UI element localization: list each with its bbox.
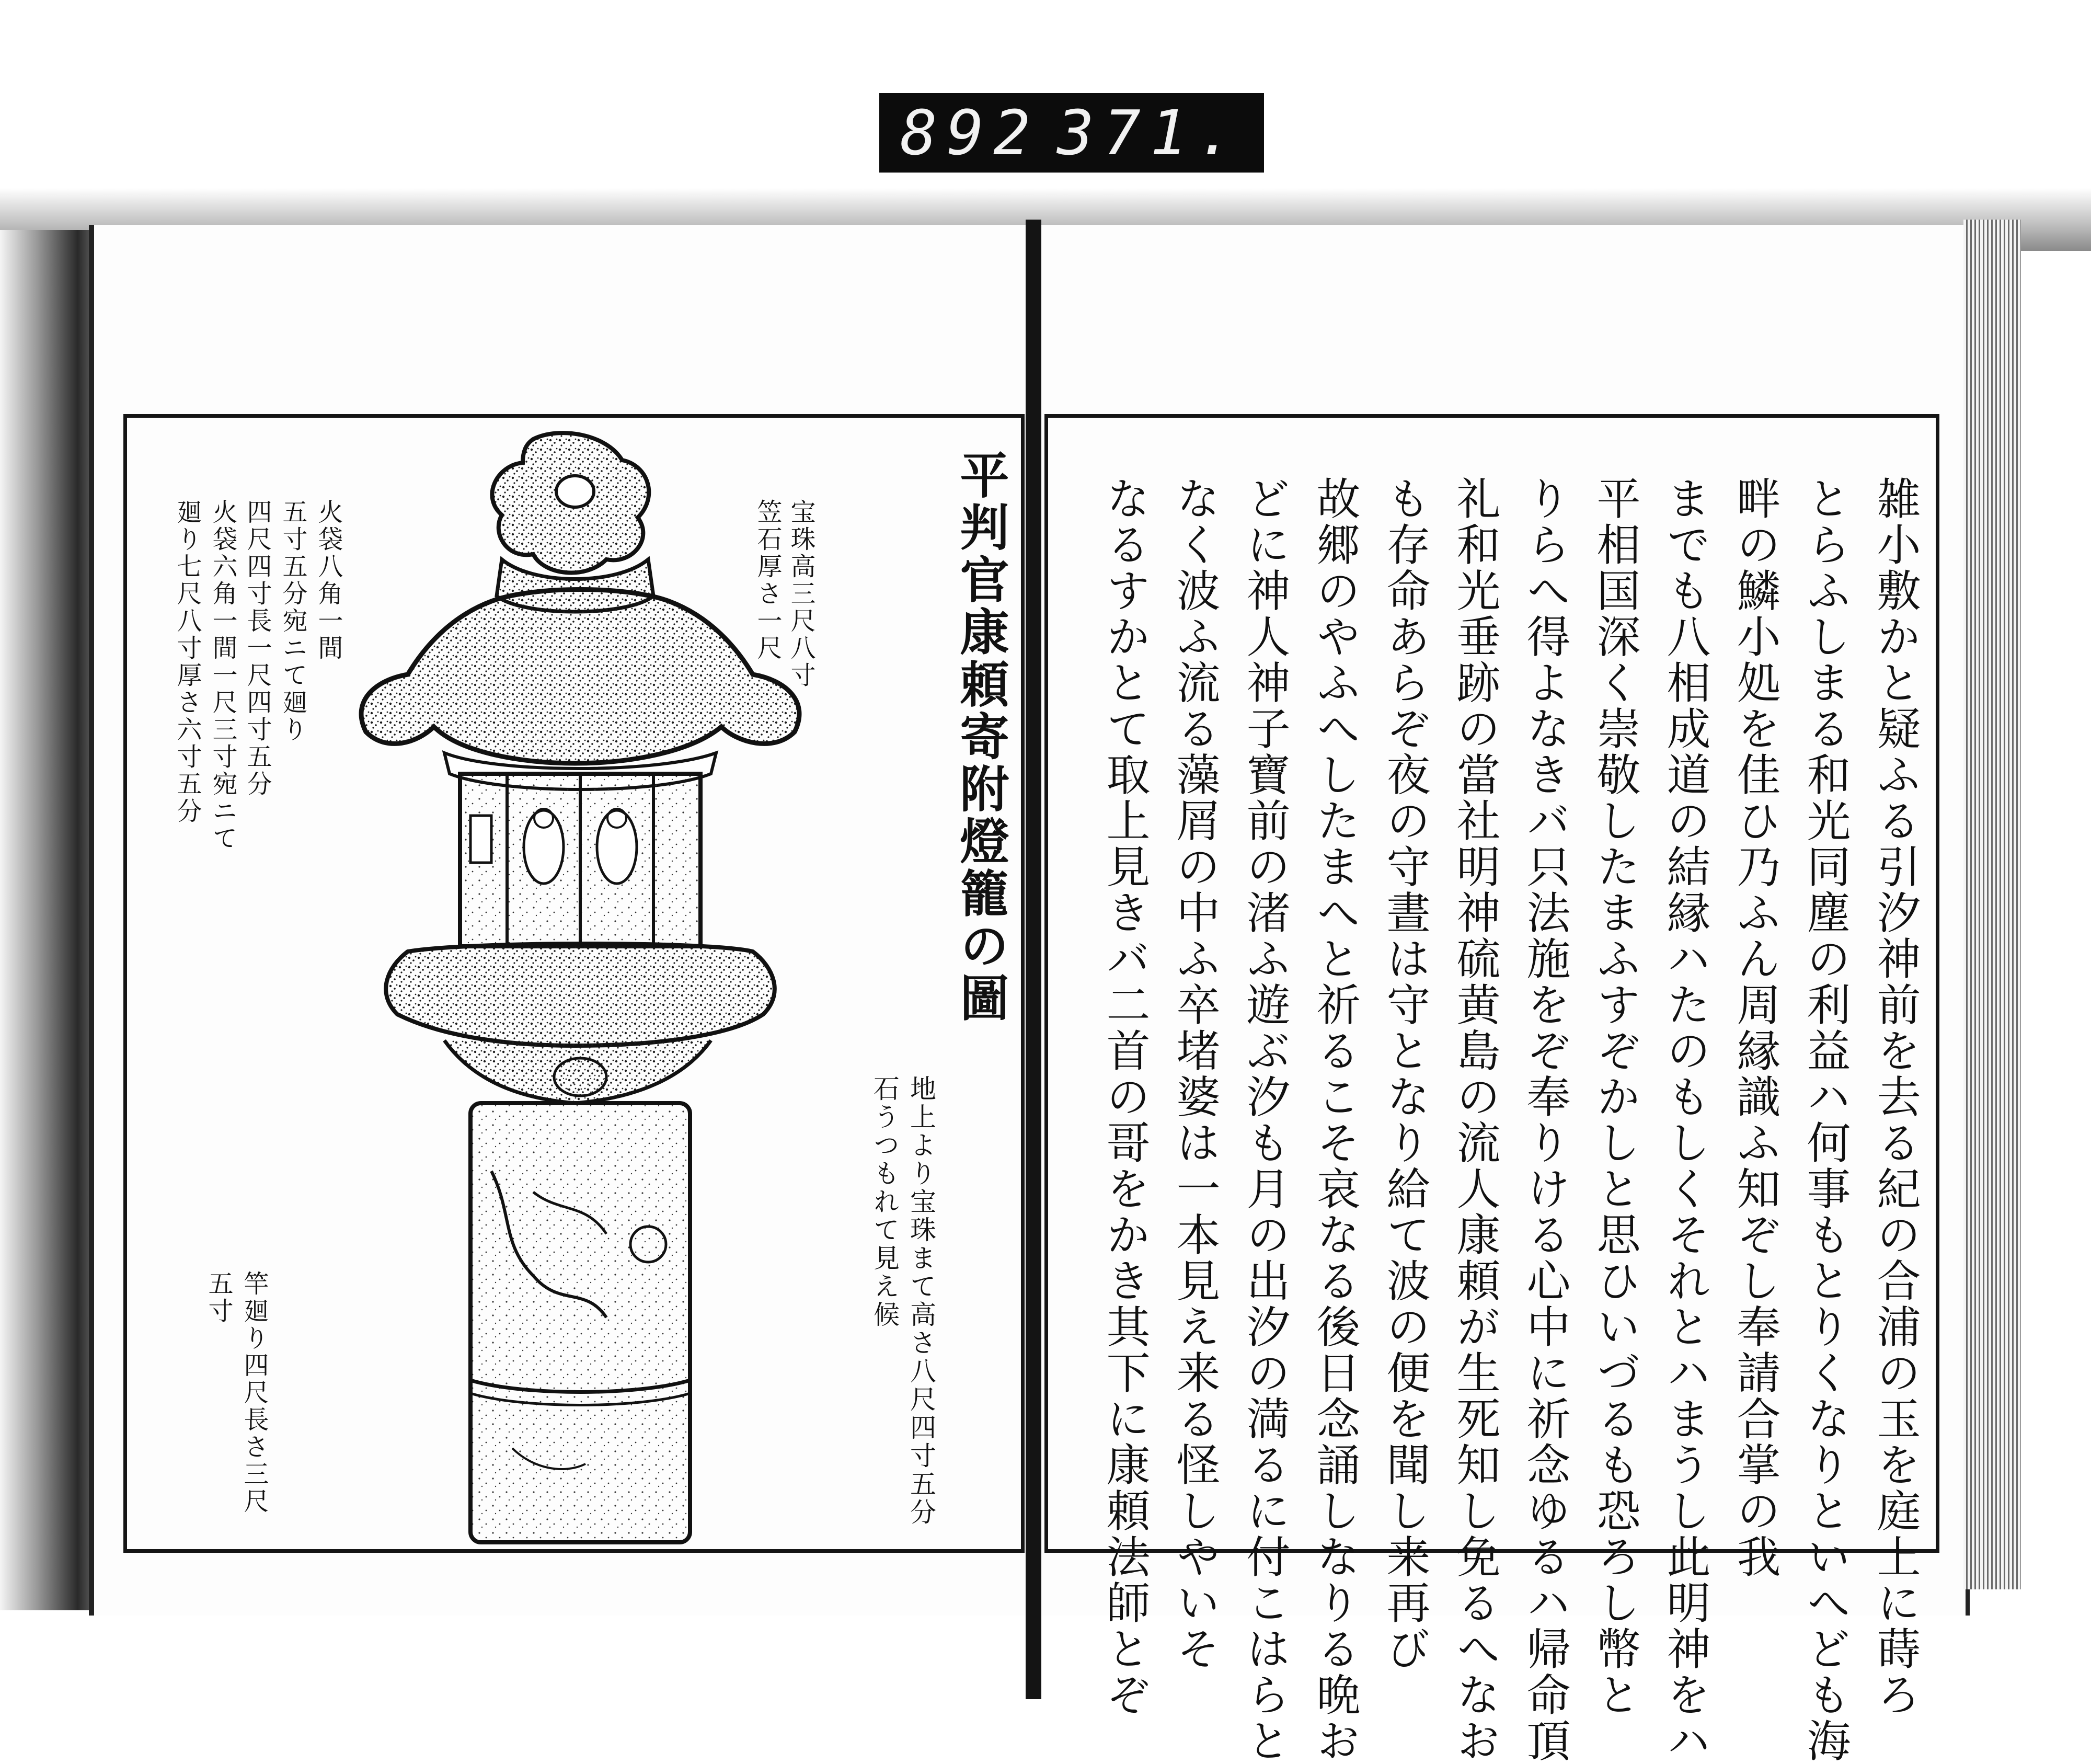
book-gutter [1026, 220, 1041, 1699]
lantern-platform [386, 944, 775, 1046]
text-column-8: も存命あらぞ夜の守晝は守となり給て波の便を聞し来再び [1380, 476, 1431, 1672]
stone-lantern-illustration [314, 429, 878, 1553]
text-column-9: 故郷のやふへしたまへと祈るこそ哀なる後日念誦しなりる晩お [1309, 476, 1361, 1764]
note-buried: 石うつもれて見え候 [869, 1075, 900, 1329]
lantern-pillar [470, 1103, 690, 1542]
text-column-6: りらへ得よなきバ只法施をぞ奉りける心中に祈念ゆるハ帰命頂 [1520, 476, 1571, 1764]
note-height: 地上より宝珠まて高さ八尺四寸五分 [906, 1075, 936, 1527]
note-hibukuro-ue: 火袋六角一間一尺三寸宛ニて [208, 499, 237, 852]
illustration-title: 平判官康頼寄附燈籠の圖 [951, 450, 1009, 1025]
note-mawari: 廻り七尺八寸厚さ六寸五分 [173, 499, 202, 825]
lantern-roof [361, 590, 799, 764]
text-column-5: 平相国深く崇敬したまふすぞかしと思ひいづるも恐ろし幣と [1590, 476, 1641, 1718]
note-hoju: 宝珠高三尺八寸 [786, 499, 815, 689]
note-hibukuro-mawari: 五寸五分宛ニて廻り [278, 499, 307, 743]
note-sao-sub: 五寸 [204, 1270, 233, 1325]
frame-number: 892 [900, 97, 1040, 169]
page-stack-edge [1963, 220, 2021, 1589]
note-hibukuro: 火袋八角一間 [314, 499, 343, 662]
text-column-10: どに神人神子寶前の渚ふ遊ぶ汐も月の出汐の満るに付こはらと [1239, 476, 1291, 1764]
text-column-2: とらふしまる和光同塵の利益ハ何事もとりくなりといへども海 [1800, 476, 1851, 1764]
text-column-11: なく波ふ流る藻屑の中ふ卒堵婆は一本見え来る怪しやいそ [1169, 476, 1221, 1672]
note-sao: 竿廻り四尺長さ三尺 [239, 1270, 269, 1515]
book-left-edge [0, 230, 91, 1610]
text-column-7: 礼和光垂跡の當社明神硫黄島の流人康頼が生死知し免るへなお [1450, 476, 1501, 1764]
note-kasaishi: 笠石厚さ一尺 [753, 499, 782, 662]
text-column-1: 雑小敷かと疑ふる引汐神前を去る紀の合浦の玉を庭上に蒔ろ [1870, 476, 1921, 1718]
text-column-12: なるすかとて取上見きバ二首の哥をかき其下に康頼法師とぞ [1099, 476, 1151, 1718]
text-column-4: までも八相成道の結縁ハたのもしくそれとハまうし此明神をハ [1660, 476, 1711, 1764]
microfilm-frame-label [879, 93, 1264, 173]
sheet-number: 371. [1056, 97, 1243, 169]
text-column-3: 畔の鱗小処を佳ひ乃ふん周縁識ふ知ぞし奉請合掌の我 [1730, 476, 1781, 1580]
note-hibukuro-dim: 四尺四寸長一尺四寸五分 [243, 499, 272, 798]
